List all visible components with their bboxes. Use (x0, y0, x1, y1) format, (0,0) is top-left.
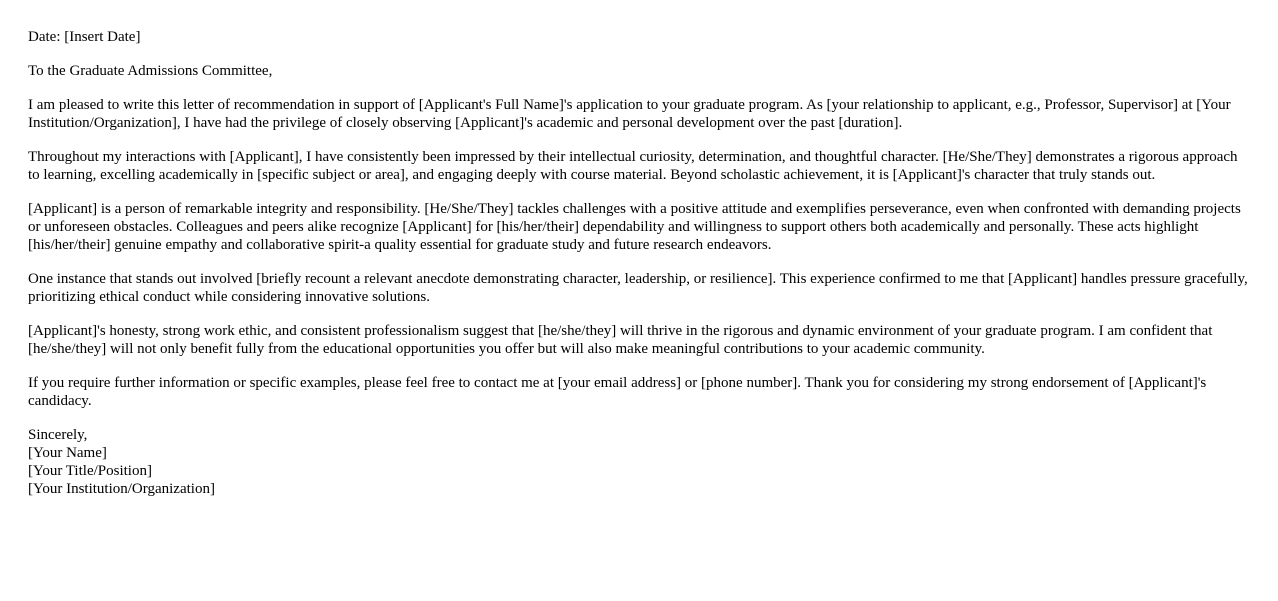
closing-valediction: Sincerely, (28, 427, 88, 443)
recommendation-letter (28, 28, 1250, 498)
letter-closing (28, 426, 1250, 498)
paragraph-integrity: [Applicant] is a person of remarkable integrity and responsibility. [He/She/They] tackles challenges with a positive attitude and exemplifies perseverance, even when confronted with demanding projects or unforeseen obstacles. Colleagues and peers alike recognize [Applicant] for [his/her/their] dependability and willingness to support others both academically and personally. These acts highlight [his/her/their] genuine empathy and collaborative spirit-a quality essential for graduate study and future research endeavors. (28, 201, 1241, 253)
paragraph-endorsement: [Applicant]'s honesty, strong work ethic, and consistent professionalism suggest that [he/she/they] will thrive in the rigorous and dynamic environment of your graduate program. I am confident that [he/she/they] will not only benefit fully from the educational opportunities you offer but will also make meaningful contributions to your academic community. (28, 323, 1213, 357)
signer-institution: [Your Institution/Organization] (28, 481, 215, 497)
letter-date: Date: [Insert Date] (28, 29, 141, 45)
paragraph-contact: If you require further information or specific examples, please feel free to contact me at [your email address] or [phone number]. Thank you for considering my strong endorsement of [Applicant]'s candidacy. (28, 375, 1207, 409)
letter-salutation: To the Graduate Admissions Committee, (28, 63, 273, 79)
paragraph-anecdote: One instance that stands out involved [briefly recount a relevant anecdote demonstrating character, leadership, or resilience]. This experience confirmed to me that [Applicant] handles pressure gracefully, prioritizing ethical conduct while considering innovative solutions. (28, 271, 1248, 305)
paragraph-introduction: I am pleased to write this letter of recommendation in support of [Applicant's Full Name]'s application to your graduate program. As [your relationship to applicant, e.g., Professor, Supervisor] at [Your Institution/Organization], I have had the privilege of closely observing [Applicant]'s academic and personal development over the past [duration]. (28, 97, 1231, 131)
signer-name: [Your Name] (28, 445, 107, 461)
signer-title: [Your Title/Position] (28, 463, 152, 479)
paragraph-character: Throughout my interactions with [Applicant], I have consistently been impressed by their intellectual curiosity, determination, and thoughtful character. [He/She/They] demonstrates a rigorous approach to learning, excelling academically in [specific subject or area], and engaging deeply with course material. Beyond scholastic achievement, it is [Applicant]'s character that truly stands out. (28, 149, 1238, 183)
